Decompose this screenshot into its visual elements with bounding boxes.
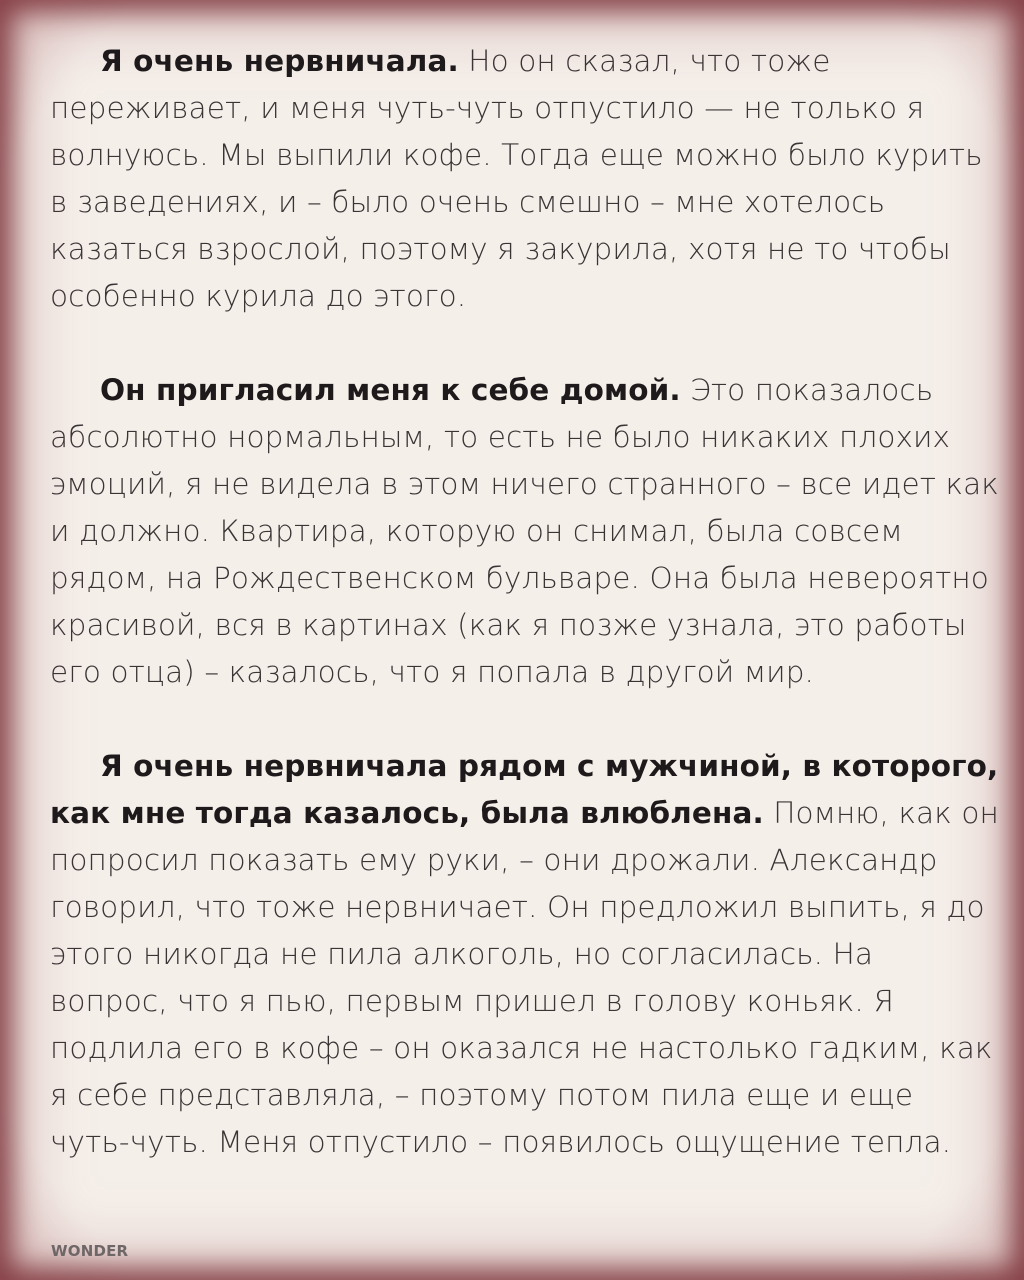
paragraph-3-lead: Я очень нервничала рядом с мужчиной, в которого, как мне тогда казалось, была влюблена. bbox=[50, 749, 999, 830]
paragraph-1-lead: Я очень нервничала. bbox=[100, 44, 459, 78]
article-body bbox=[50, 38, 1000, 1213]
paragraph-3-text: Помню, как он попросил показать ему руки, – они дрожали. Александр говорил, что тоже нервничает. Он предложил выпить, я до этого никогда не пила алкоголь, но согласилась. На вопрос, что я пью, первым пришел в голову коньяк. Я подлила его в кофе – он оказался не настолько гадким, как я себе представляла, – поэтому потом пила еще и еще чуть-чуть. Меня отпустило – появилось ощущение тепла. bbox=[50, 796, 999, 1159]
paragraph-1 bbox=[50, 38, 1000, 320]
paragraph-2-text: Это показалось абсолютно нормальным, то есть не было никаких плохих эмоций, я не видела в этом ничего странного – все идет как и должно. Квартира, которую он снимал, была совсем рядом, на Рождественском бульваре. Она была невероятно красивой, вся в картинах (как я позже узнала, это работы его отца) – казалось, что я попала в другой мир. bbox=[50, 373, 999, 689]
wonder-logo: WONDER bbox=[51, 1242, 129, 1260]
paragraph-3 bbox=[50, 743, 1000, 1166]
paragraph-1-text: Но он сказал, что тоже переживает, и меня чуть-чуть отпустило — не только я волнуюсь. Мы выпили кофе. Тогда еще можно было курить в заведениях, и – было очень смешно – мне хотелось казаться взрослой, поэтому я закурила, хотя не то чтобы особенно курила до этого. bbox=[50, 44, 983, 313]
paragraph-2 bbox=[50, 367, 1000, 696]
paragraph-2-lead: Он пригласил меня к себе домой. bbox=[100, 373, 681, 407]
